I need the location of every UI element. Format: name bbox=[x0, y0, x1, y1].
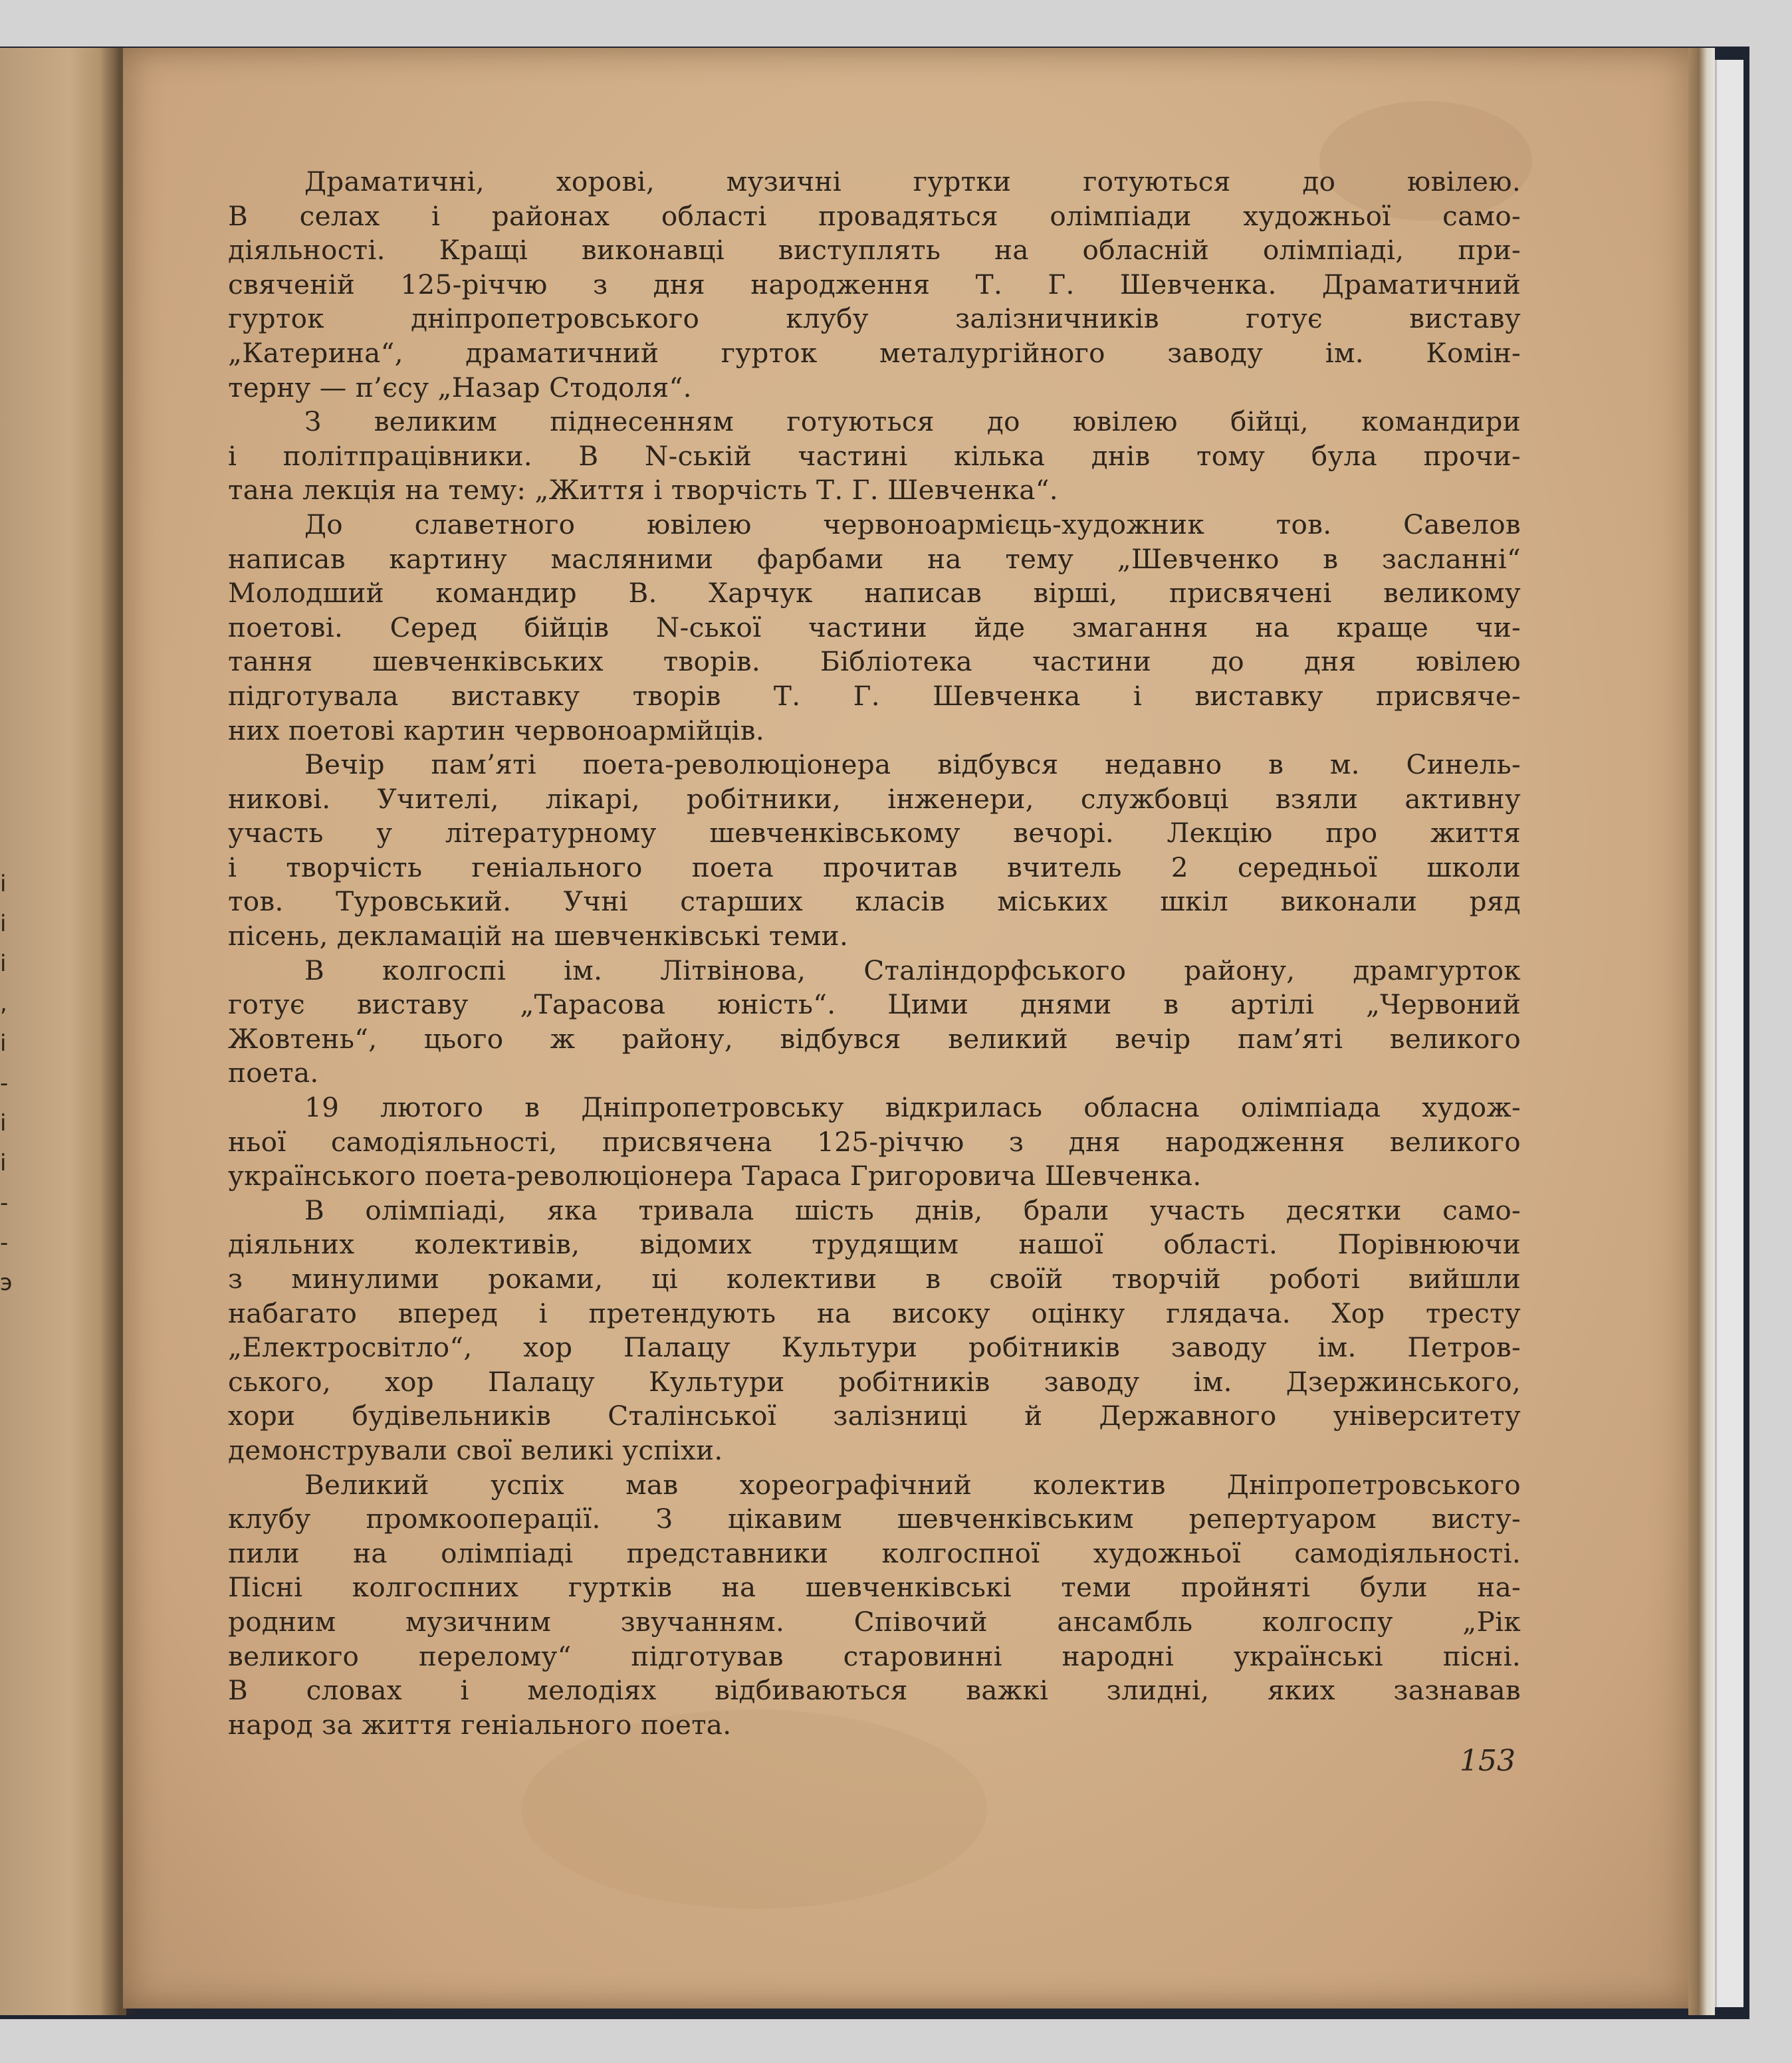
margin-fragment: і bbox=[0, 1150, 7, 1176]
text-line: В колгоспі ім. Літвінова, Сталіндорфського району, драмгурток bbox=[304, 954, 1521, 986]
text-line: До славетного ювілею червоноармієць-художник тов. Савелов bbox=[304, 508, 1521, 540]
text-line: З великим піднесенням готуються до ювілею бійці, командири bbox=[304, 405, 1521, 438]
text-line: ньої самодіяльності, присвячена 125-річчю з дня народження великого bbox=[228, 1125, 1521, 1158]
text-line: великого перелому“ підготував старовинні народні українські пісні. bbox=[228, 1640, 1521, 1672]
margin-fragment: - bbox=[0, 1070, 9, 1097]
text-line: хори будівельників Сталінської залізниці й Державного університету bbox=[228, 1400, 1521, 1432]
margin-fragment: , bbox=[0, 990, 7, 1017]
text-line: підготувала виставку творів Т. Г. Шевченка і виставку присвяче- bbox=[228, 679, 1521, 712]
text-line: „Катерина“, драматичний гурток металургійного заводу ім. Комін- bbox=[228, 336, 1521, 369]
page-edge bbox=[1688, 48, 1715, 2015]
text-line: готує виставу „Тарасова юність“. Цими днями в артілі „Червоний bbox=[228, 988, 1521, 1021]
margin-fragment: э bbox=[0, 1269, 13, 1296]
text-line: тання шевченківських творів. Бібліотека частини до дня ювілею bbox=[228, 645, 1521, 678]
text-line: В олімпіаді, яка тривала шість днів, брали участь десятки само- bbox=[304, 1194, 1521, 1226]
text-line: Жовтень“, цього ж району, відбувся великий вечір пам’яті великого bbox=[228, 1022, 1521, 1055]
text-line: пили на олімпіаді представники колгоспної художньої самодіяльності. bbox=[228, 1537, 1521, 1569]
page-number: 153 bbox=[1460, 1744, 1515, 1778]
paragraph bbox=[228, 954, 1521, 1091]
text-line: діяльних колективів, відомих трудящим нашої області. Порівнюючи bbox=[228, 1228, 1521, 1261]
text-line: клубу промкооперації. З цікавим шевченківським репертуаром висту- bbox=[228, 1503, 1521, 1535]
margin-fragment: і bbox=[0, 1110, 7, 1137]
text-line: В словах і мелодіях відбиваються важкі злидні, яких зазнавав bbox=[228, 1674, 1521, 1707]
text-line: українського поета-революціонера Тараса Григоровича Шевченка. bbox=[228, 1160, 1202, 1192]
paragraph bbox=[228, 508, 1521, 748]
text-line: никові. Учителі, лікарі, робітники, інженери, службовці взяли активну bbox=[228, 782, 1521, 815]
paragraph bbox=[228, 405, 1521, 508]
text-line: участь у літературному шевченківському вечорі. Лекцію про життя bbox=[228, 817, 1521, 849]
margin-fragment: і bbox=[0, 871, 7, 897]
page-stack-edge bbox=[1715, 60, 1743, 2007]
text-line: Молодший командир В. Харчук написав вірші, присвячені великому bbox=[228, 577, 1521, 609]
text-line: ського, хор Палацу Культури робітників заводу ім. Дзержинського, bbox=[228, 1365, 1521, 1398]
paragraph bbox=[228, 1091, 1521, 1194]
text-line: написав картину масляними фарбами на тему „Шевченко в засланні“ bbox=[228, 542, 1521, 575]
text-line: і політпрацівники. В N-ській частині кілька днів тому була прочи- bbox=[228, 439, 1521, 472]
text-line: з минулими роками, ці колективи в своїй творчій роботі вийшли bbox=[228, 1263, 1521, 1295]
text-line: народ за життя геніального поета. bbox=[228, 1708, 732, 1741]
text-line: пісень, декламацій на шевченківські теми. bbox=[228, 920, 849, 952]
text-line: них поетові картин червоноармійців. bbox=[228, 714, 765, 746]
text-line: тана лекція на тему: „Життя і творчість Т. Г. Шевченка“. bbox=[228, 474, 1058, 506]
text-line: В селах і районах області провадяться олімпіади художньої само- bbox=[228, 199, 1521, 232]
text-line: поета. bbox=[228, 1057, 319, 1089]
margin-fragment: - bbox=[0, 1230, 9, 1256]
paragraph bbox=[228, 1468, 1521, 1743]
text-line: тов. Туровський. Учні старших класів міських шкіл виконали ряд bbox=[228, 885, 1521, 918]
left-margin-fragments bbox=[0, 864, 15, 1728]
margin-fragment: і bbox=[0, 1030, 7, 1057]
text-line: демонстрували свої великі успіхи. bbox=[228, 1434, 723, 1466]
text-line: діяльності. Кращі виконавці виступлять на обласній олімпіаді, при- bbox=[228, 234, 1521, 267]
text-line: поетові. Серед бійців N-ської частини йде змагання на краще чи- bbox=[228, 611, 1521, 643]
margin-fragment: - bbox=[0, 1190, 9, 1216]
text-line: терну — п’єсу „Назар Стодоля“. bbox=[228, 371, 692, 403]
text-line: свяченій 125-річчю з дня народження Т. Г. Шевченка. Драматичний bbox=[228, 268, 1521, 300]
text-line: гурток дніпропетровського клубу залізничників готує виставу bbox=[228, 302, 1521, 335]
margin-fragment: і bbox=[0, 911, 7, 937]
text-line: родним музичним звучанням. Співочий ансамбль колгоспу „Рік bbox=[228, 1605, 1521, 1638]
text-line: набагато вперед і претендують на високу оцінку глядача. Хор тресту bbox=[228, 1297, 1521, 1329]
text-line: Пісні колгоспних гуртків на шевченківські теми пройняті були на- bbox=[228, 1571, 1521, 1604]
paragraph bbox=[228, 1194, 1521, 1468]
text-line: Вечір пам’яті поета-революціонера відбувся недавно в м. Синель- bbox=[304, 748, 1521, 781]
text-line: і творчість геніального поета прочитав вчитель 2 середньої школи bbox=[228, 851, 1521, 883]
text-line: 19 лютого в Дніпропетровську відкрилась обласна олімпіада худож- bbox=[304, 1091, 1521, 1124]
text-line: Драматичні, хорові, музичні гуртки готуються до ювілею. bbox=[304, 165, 1521, 197]
paragraph bbox=[228, 165, 1521, 405]
text-line: „Електросвітло“, хор Палацу Культури робітників заводу ім. Петров- bbox=[228, 1331, 1521, 1364]
page-body-text bbox=[228, 165, 1521, 1742]
paragraph bbox=[228, 748, 1521, 954]
margin-fragment: і bbox=[0, 950, 7, 977]
text-line: Великий успіх мав хореографічний колектив Дніпропетровського bbox=[304, 1468, 1521, 1501]
